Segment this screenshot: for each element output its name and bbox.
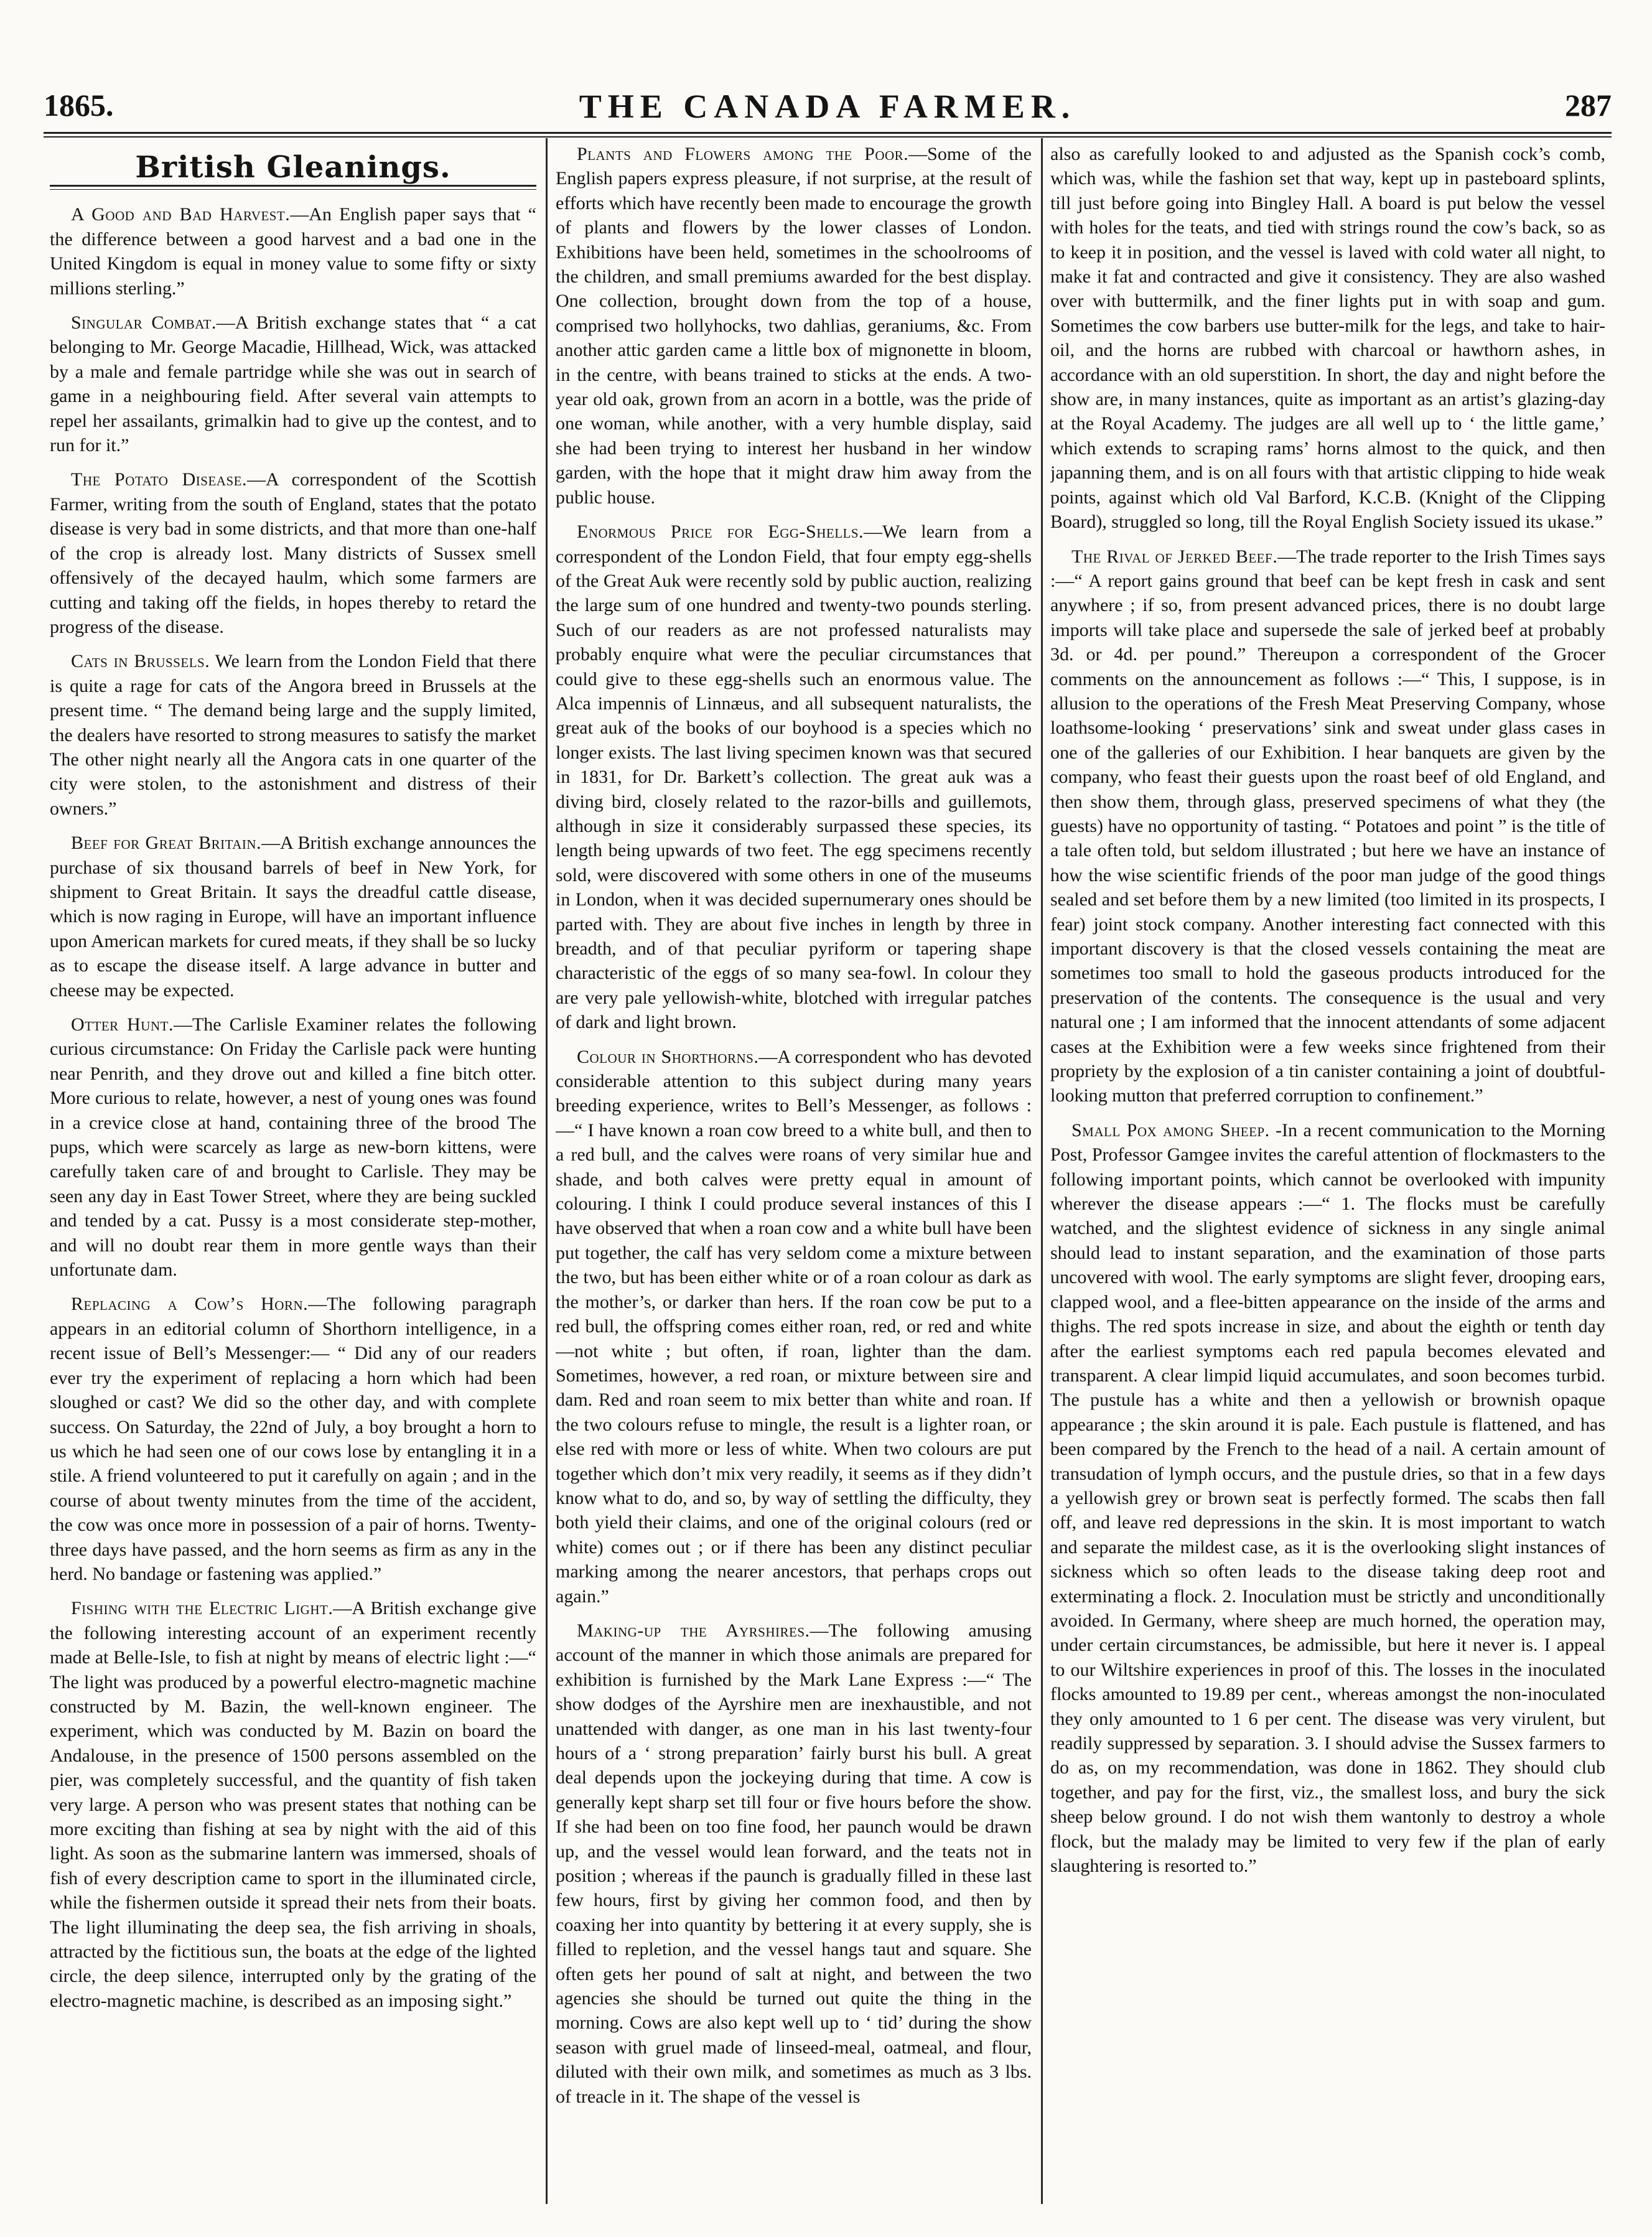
article-text: -In a recent communication to the Morning Post, Professor Gamgee invites the careful attention of flockmasters to the following important points, which cannot be overlooked with impunity wherever the disease appears :—“ 1. The flocks must be carefully watched, and the slightest evidence of sickness in any single animal should lead to instant separation, and the examination of those parts uncovered with wool. The early symptoms are slight fever, drooping ears, clapped wool, and a flee-bitten appearance on the inside of the arms and thighs. The red spots increase in size, and about the eighth or tenth day after the earliest symptoms each red papula becomes elevated and transparent. A clear limpid liquid accumulates, and soon becomes turbid. The pustule has a white and then a yellowish or brownish opaque appearance ; the skin around it is pale. Each pustule is flattened, and has been compared by the French to the head of a nail. A certain amount of transudation of lymph occurs, and the pustule dries, so that in a few days a yellowish grey or brown seat is perfectly formed. The scabs then fall off, and leave red depressions in the skin. It is most important to watch and separate the mildest case, as it is the overlooking slight instances of sickness which so often leads to the disease taking deep root and exterminating a flock. 2. Inoculation must be strictly and unconditionally avoided. In Germany, where sheep are much horned, the operation may, under certain circumstances, be admissible, but here it never is. I appeal to our Wiltshire experiences in proof of this. The losses in the inoculated flocks amounted to 19.89 per cent., whereas amongst the non-inoculated they only amounted to 1 6 per cent. The disease was very virulent, but readily suppressed by separation. 3. I should advise the Sussex farmers to do as, on my recommendation, was done in 1862. They should club together, and pay for the first, viz., the smallest loss, and bury the sick sheep below ground. I do not wish them wantonly to destroy a whole flock, but the malady may be limited to very few if the plan of early slaughtering is resorted to.” — [1050, 1119, 1605, 1877]
article-heading: The Rival of Jerked Beef. — [1071, 546, 1278, 567]
article-paragraph — [556, 142, 1032, 510]
article-text: —A correspondent of the Scottish Farmer, writing from the south of England, states that the potato disease is very bad in some districts, and that more than one-half of the crop is already lost. Many districts of Sussex smell offensively of the decayed haulm, which some farmers are cutting and taking off the fields, in hopes thereby to retard the progress of the disease. — [50, 469, 536, 637]
page-number: 287 — [1565, 88, 1612, 123]
article-paragraph — [50, 1596, 536, 2013]
article-heading: Replacing a Cow’s Horn. — [71, 1294, 309, 1315]
article-text: —An English paper says that “ the difference between a good harvest and a bad one in the United Kingdom is equal in money value to some fifty or sixty millions sterling.” — [50, 204, 536, 299]
section-title: British Gleanings. — [135, 150, 451, 185]
header-rule-thin — [44, 136, 1612, 138]
article-paragraph — [556, 1045, 1032, 1609]
column-3 — [1050, 142, 1605, 2208]
article-heading: Plants and Flowers among the Poor. — [577, 144, 909, 164]
article-paragraph — [556, 1618, 1032, 2109]
article-paragraph — [1050, 142, 1605, 535]
article-paragraph — [1050, 544, 1605, 1108]
column-divider — [1041, 138, 1043, 2204]
article-paragraph — [50, 1292, 536, 1586]
article-text: —A British exchange announces the purchase of six thousand barrels of beef in New York, for shipment to Great Britain. It says the dreadful cattle disease, which is now raging in Europe, will have an important influence upon American markets for cured meats, if they shall be so lucky as to escape the disease itself. A large advance in butter and cheese may be expected. — [50, 833, 536, 1001]
header-rule — [44, 132, 1612, 134]
article-heading: Fishing with the Electric Light. — [71, 1598, 334, 1619]
article-paragraph — [50, 311, 536, 457]
article-text: —Some of the English papers express pleasure, if not surprise, at the result of efforts which have recently been made to encourage the growth of plants and flowers by the lower classes of London. Exhibitions have been held, sometimes in the schoolrooms of the children, and small premiums awarded for the best display. One collection, brought down from the top of a house, comprised two hollyhocks, two dahlias, geraniums, &c. From another attic garden came a little box of mignonette in bloom, in the centre, with beans trained to sticks at the ends. A two-year old oak, grown from an acorn in a bottle, was the pride of one woman, while another, with a very humble display, said she had been trying to interest her husband in her window garden, with the hope that it might draw him away from the public house. — [556, 144, 1032, 508]
article-heading: Beef for Great Britain. — [71, 833, 262, 854]
article-heading: The Potato Disease. — [71, 469, 247, 490]
article-paragraph — [50, 202, 536, 301]
article-text: —A British exchange give the following interesting account of an experiment recently made at Belle-Isle, to fish at night by means of electric light :—“ The light was produced by a powerful electro-magnetic machine constructed by M. Bazin, the well-known engineer. The experiment, which was conducted by M. Bazin on board the Andalouse, in the presence of 1500 persons assembled on the pier, was completely successful, and the quantity of fish taken very large. A person who was present states that nothing can be more exciting than fishing at sea by night with the aid of this light. As soon as the submarine lantern was immersed, shoals of fish of every description came to sport in the illuminated circle, while the fishermen outside it spread their nets from their boats. The light illuminating the deep sea, the fish arriving in shoals, attracted by the fictitious sun, the boats at the edge of the lighted circle, the deep silence, interrupted only by the grating of the electro-magnetic machine, is described as an imposing sight.” — [50, 1598, 536, 2011]
article-text: —A correspondent who has devoted considerable attention to this subject during many years breeding experience, writes to Bell’s Messenger, as follows :—“ I have known a roan cow breed to a white bull, and then to a red bull, and the calves were roans of very similar hue and shade, and both calves were pretty equal in amount of colouring. I think I could produce several instances of this I have observed that when a roan cow and a white bull have been put together, the calf has very seldom come a mixture between the two, but has been either white or of a roan colour as dark as the mother’s, or darker than hers. If the roan cow be put to a red bull, the offspring comes either roan, red, or red and white—not white ; but often, if roan, lighter than the dam. Sometimes, however, a red roan, or mixture between sire and dam. Red and roan seem to mix better than white and roan. If the two colours refuse to mingle, the result is a lighter roan, or else red with more or less of white. When two colours are put together which don’t mix very readily, it seems as if they didn’t know what to do, and so, by way of settling the difficulty, they both yield their claims, and one of the original colours (red or white) comes out ; or if there has been any distinct peculiar marking among the nearer ancestors, that perhaps crops out again.” — [556, 1046, 1032, 1607]
newspaper-title: THE CANADA FARMER. — [579, 88, 1076, 125]
column-1 — [50, 142, 536, 2208]
header-year: 1865. — [44, 88, 114, 123]
article-text: —We learn from a correspondent of the London Field, that four empty egg-shells of the Great Auk were recently sold by public auction, realizing the large sum of one hundred and twenty-two pounds sterling. Such of our readers as are not professed naturalists may probably enquire what were the peculiar circumstances that could give to these egg-shells such an enormous value. The Alca impennis of Linnæus, and all subsequent naturalists, the great auk of the books of our boyhood is a species which no longer exists. The last living specimen known was that secured in 1831, for Dr. Barkett’s collection. The great auk was a diving bird, closely related to the razor-bills and guillemots, although in size it considerably surpassed these species, its length being upwards of two feet. The egg specimens recently sold, were discovered with some others in one of the museums in London, when it was decided supernumerary ones should be parted with. They are about five inches in length by three in breadth, and of that peculiar pyriform or tapering shape characteristic of the eggs of so many sea-fowl. In colour they are very pale yellowish-white, blotched with irregular patches of dark and light brown. — [556, 521, 1032, 1033]
article-text: —The following amusing account of the manner in which those animals are prepared for exhibition is furnished by the Mark Lane Express :—“ The show dodges of the Ayrshire men are inexhaustible, and not unattended with danger, as one man in his last twenty-four hours of a ‘ strong preparation’ fairly burst his bull. A great deal depends upon the jockeying during that time. A cow is generally kept sharp set till four or five hours before the show. If she had been on too fine food, her paunch would be drawn up, and the vessel would lean forward, and the teats not in position ; whereas if the paunch is gradually filled in these last few hours, first by giving her common food, and then by coaxing her into quantity by bettering it at every supply, she is filled to repletion, and the vessel hangs taut and square. She often gets her pound of salt at night, and between the two agencies she should be turned out quite the thing in the morning. Cows are also kept well up to ‘ tid’ during the show season with gruel made of linseed-meal, oatmeal, and flour, diluted with their own milk, and sometimes as much as 3 lbs. of treacle in it. The shape of the vessel is — [556, 1620, 1032, 2107]
article-paragraph — [1050, 1118, 1605, 1879]
article-text: —The following paragraph appears in an editorial column of Shorthorn intelligence, in a recent issue of Bell’s Messenger:— “ Did any of our readers ever try the experiment of replacing a horn which had been sloughed or cast? We did so the other day, and with complete success. On Saturday, the 22nd of July, a boy brought a horn to us which he had seen one of our cows lose by entangling it in a stile. A friend volunteered to put it carefully on again ; and in the course of about twenty minutes from the time of the accident, the cow was once more in possession of a pair of horns. Twenty-three days have passed, and the horn seems as firm as any in the herd. No bandage or fastening was applied.” — [50, 1294, 536, 1584]
article-text: —The trade reporter to the Irish Times says :—“ A report gains ground that beef can be kept fresh in cask and sent anywhere ; if so, from present advanced prices, there is no doubt large imports will take place and supersede the sale of jerked beef at probably 3d. or 4d. per pound.” Thereupon a correspondent of the Grocer comments on the announcement as follows :—“ This, I suppose, is in allusion to the operations of the Fresh Meat Preserving Company, whose loathsome-looking ‘ preservations’ sink and sweat under glass cases in one of the galleries of our Exhibition. I hear banquets are given by the company, who feast their guests upon the roast beef of old England, and then show them, through glass, preserved specimens of what they (the guests) have no opportunity of tasting. “ Potatoes and point ” is the title of a tale often told, but seldom illustrated ; but here we have an instance of how the wise scientific friends of the poor man judge of the good things sealed and set before them by a new limited (too limited in its prospects, I fear) joint stock company. Another interesting fact connected with this important discovery is that the closed vessels containing the meat are sometimes too small to hold the gaseous products introduced for the preservation of the contents. The consequence is the usual and very natural one ; I am informed that the innocent attendants of some adjacent cases at the Exhibition were a few weeks since frightened from their propriety by the explosion of a tin canister containing a joint of doubtful-looking mutton that preferred corruption to confinement.” — [1050, 546, 1605, 1106]
article-heading: Otter Hunt. — [71, 1014, 174, 1035]
article-heading: Making-up the Ayrshires. — [577, 1620, 810, 1641]
article-heading: Cats in Brussels. — [71, 651, 210, 672]
article-paragraph — [50, 831, 536, 1002]
section-rule — [50, 185, 536, 190]
article-text: We learn from the London Field that there is quite a rage for cats of the Angora breed in Brussels at the present time. “ The demand being large and the supply limited, the dealers have resorted to strong measures to satisfy the market The other night nearly all the Angora cats in one quarter of the city were stolen, to the astonishment and distress of their owners.” — [50, 651, 536, 819]
article-paragraph — [50, 1012, 536, 1282]
article-text: —A British exchange states that “ a cat belonging to Mr. George Macadie, Hillhead, Wick, was attacked by a male and female partridge while she was out in search of game in a neighbouring field. After several vain attempts to repel her assailants, grimalkin had to give up the contest, and to run for it.” — [50, 312, 536, 456]
article-heading: Enormous Price for Egg-Shells. — [577, 521, 864, 543]
article-heading: Colour in Shorthorns. — [577, 1046, 759, 1067]
article-heading: Small Pox among Sheep. — [1071, 1119, 1270, 1141]
article-heading: A Good and Bad Harvest. — [71, 204, 291, 225]
article-text: —The Carlisle Examiner relates the following curious circumstance: On Friday the Carlisle pack were hunting near Penrith, and they drove out and killed a fine bitch otter. More curious to relate, however, a nest of young ones was found in a crevice close at hand, containing three of the brood The pups, which were scarcely as large as new-born kittens, were carefully taken care of and brought to Carlisle. They may be seen any day in East Tower Street, where they are being suckled and tended by a cat. Pussy is a most considerate step-mother, and will no doubt rear them in more gentle ways than their unfortunate dam. — [50, 1014, 536, 1281]
article-paragraph — [556, 520, 1032, 1035]
column-2 — [556, 142, 1032, 2208]
page-header — [44, 87, 1612, 131]
article-text: also as carefully looked to and adjusted as the Spanish cock’s comb, which was, while the fashion set that way, kept up in pasteboard splints, till just before going into Bingley Hall. A board is put below the vessel with holes for the teats, and tied with strings round the cow’s back, so as to keep it in position, and the vessel is laved with cold water all night, to make it fat and contracted and give it consistency. They are also washed over with buttermilk, and the finer lights put in with soap and gum. Sometimes the cow barbers use butter-milk for the legs, and take to hair-oil, and the horns are rubbed with charcoal or hawthorn ashes, in accordance with an old superstition. In short, the day and night before the show are, in many instances, quite as important as an artist’s glazing-day at the Royal Academy. The judges are all well up to ‘ the little game,’ which extends to scraping rams’ horns almost to the quick, and then japanning them, and is on all fours with that artistic clipping to hide weak points, against which old Val Barford, K.C.B. (Knight of the Clipping Board), struggled so long, till the Royal English Society issued its ukase.” — [1050, 144, 1605, 533]
article-paragraph — [50, 467, 536, 639]
column-divider — [546, 138, 548, 2204]
article-heading: Singular Combat. — [71, 312, 217, 334]
article-paragraph — [50, 649, 536, 821]
